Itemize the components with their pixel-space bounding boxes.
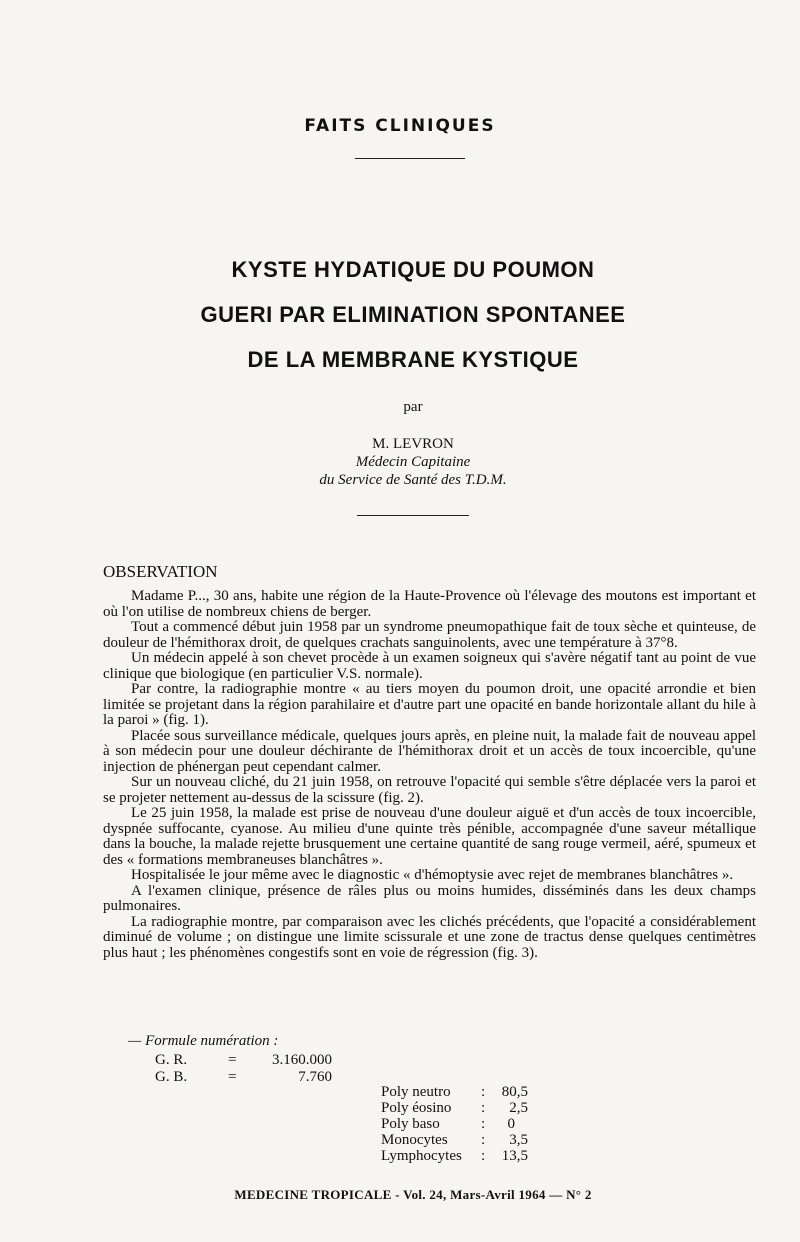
paragraph: A l'examen clinique, présence de râles plus ou moins humides, disséminés dans les deux champs pulmonaires.	[103, 882, 756, 914]
paragraph: Tout a commencé début juin 1958 par un syndrome pneumopathique fait de toux sèche et quinteuse, de douleur de l'hémithorax droit, de quelques crachats sanguinolents, avec une température à 37°8.	[103, 619, 756, 651]
paragraph: La radiographie montre, par comparaison avec les clichés précédents, que l'opacité a considérablement diminué de volume ; on distingue une limite scissurale et une zone de tractus dense quelques centimètres plus haut ; les phénomènes congestifs sont en voie de régression (fig. 3).	[103, 913, 756, 961]
differential-value: 0	[507, 1116, 515, 1132]
author-role-2: du Service de Santé des T.D.M.	[319, 472, 507, 488]
differential-sep: :	[481, 1148, 486, 1164]
differential-label: Lymphocytes	[381, 1148, 462, 1164]
count-equals: =	[228, 1069, 237, 1085]
article-title-line-3: DE LA MEMBRANE KYSTIQUE	[247, 347, 579, 372]
author-name: M. LEVRON	[372, 436, 454, 452]
differential-label: Poly baso	[381, 1116, 440, 1132]
paragraph: Madame P..., 30 ans, habite une région de la Haute-Provence où l'élevage des moutons est important et où l'on utilise de nombreux chiens de berger.	[103, 588, 756, 620]
differential-value: 3,5	[509, 1132, 528, 1148]
differential-label: Monocytes	[381, 1132, 448, 1148]
paragraph: Hospitalisée le jour même avec le diagnostic « d'hémoptysie avec rejet de membranes blanchâtres ».	[131, 867, 734, 883]
differential-sep: :	[481, 1116, 486, 1132]
differential-label: Poly éosino	[381, 1100, 452, 1116]
observation-body	[103, 589, 756, 961]
count-label: G. B.	[155, 1069, 188, 1085]
differential-value: 2,5	[509, 1100, 528, 1116]
differential-sep: :	[481, 1132, 486, 1148]
article-title-line-2: GUERI PAR ELIMINATION SPONTANEE	[200, 302, 626, 327]
count-equals: =	[228, 1052, 237, 1068]
section-heading: FAITS CLINIQUES	[304, 116, 496, 136]
count-value: 3.160.000	[272, 1052, 332, 1068]
differential-sep: :	[481, 1084, 486, 1100]
formula-label: — Formule numération :	[128, 1033, 279, 1049]
count-value: 7.760	[298, 1069, 332, 1085]
paragraph: Le 25 juin 1958, la malade est prise de nouveau d'une douleur aiguë et d'un accès de toux incoercible, dyspnée suffocante, cyanose. Au milieu d'une quinte très pénible, accompagnée d'une saveur métallique dans la bouche, la malade rejette brusquement une certaine quantité de sang rouge vermeil, aéré, spumeux et des « formations membraneuses blanchâtres ».	[103, 805, 756, 868]
byline-par: par	[403, 399, 423, 415]
article-title-line-1: KYSTE HYDATIQUE DU POUMON	[231, 257, 595, 282]
paragraph: Par contre, la radiographie montre « au tiers moyen du poumon droit, une opacité arrondie et bien limitée se projetant dans la région parahilaire et d'autre part une opacité en bande horizontale allant du hile à la paroi » (fig. 1).	[103, 681, 756, 728]
observation-heading: OBSERVATION	[103, 562, 218, 581]
paragraph: Un médecin appelé à son chevet procède à un examen soigneux qui s'avère négatif tant au point de vue clinique que biologique (en particulier V.S. normale).	[103, 650, 756, 682]
differential-value: 13,5	[501, 1148, 528, 1164]
differential-sep: :	[481, 1100, 486, 1116]
differential-label: Poly neutro	[381, 1084, 451, 1100]
paragraph: Sur un nouveau cliché, du 21 juin 1958, on retrouve l'opacité qui semble s'être déplacée vers la paroi et se projeter nettement au-dessus de la scissure (fig. 2).	[103, 774, 756, 806]
paragraph: Placée sous surveillance médicale, quelques jours après, en pleine nuit, la malade fait de nouveau appel à son médecin pour une douleur déchirante de l'hémithorax droit et un accès de toux incoercible, qu'une injection de phénergan peut cependant calmer.	[103, 727, 756, 775]
journal-footer: MEDECINE TROPICALE - Vol. 24, Mars-Avril 1964 — N° 2	[234, 1187, 592, 1202]
byline-divider	[357, 515, 469, 516]
differential-value: 80,5	[501, 1084, 528, 1100]
top-divider	[355, 158, 465, 159]
count-label: G. R.	[155, 1052, 188, 1068]
author-role-1: Médecin Capitaine	[355, 454, 471, 470]
